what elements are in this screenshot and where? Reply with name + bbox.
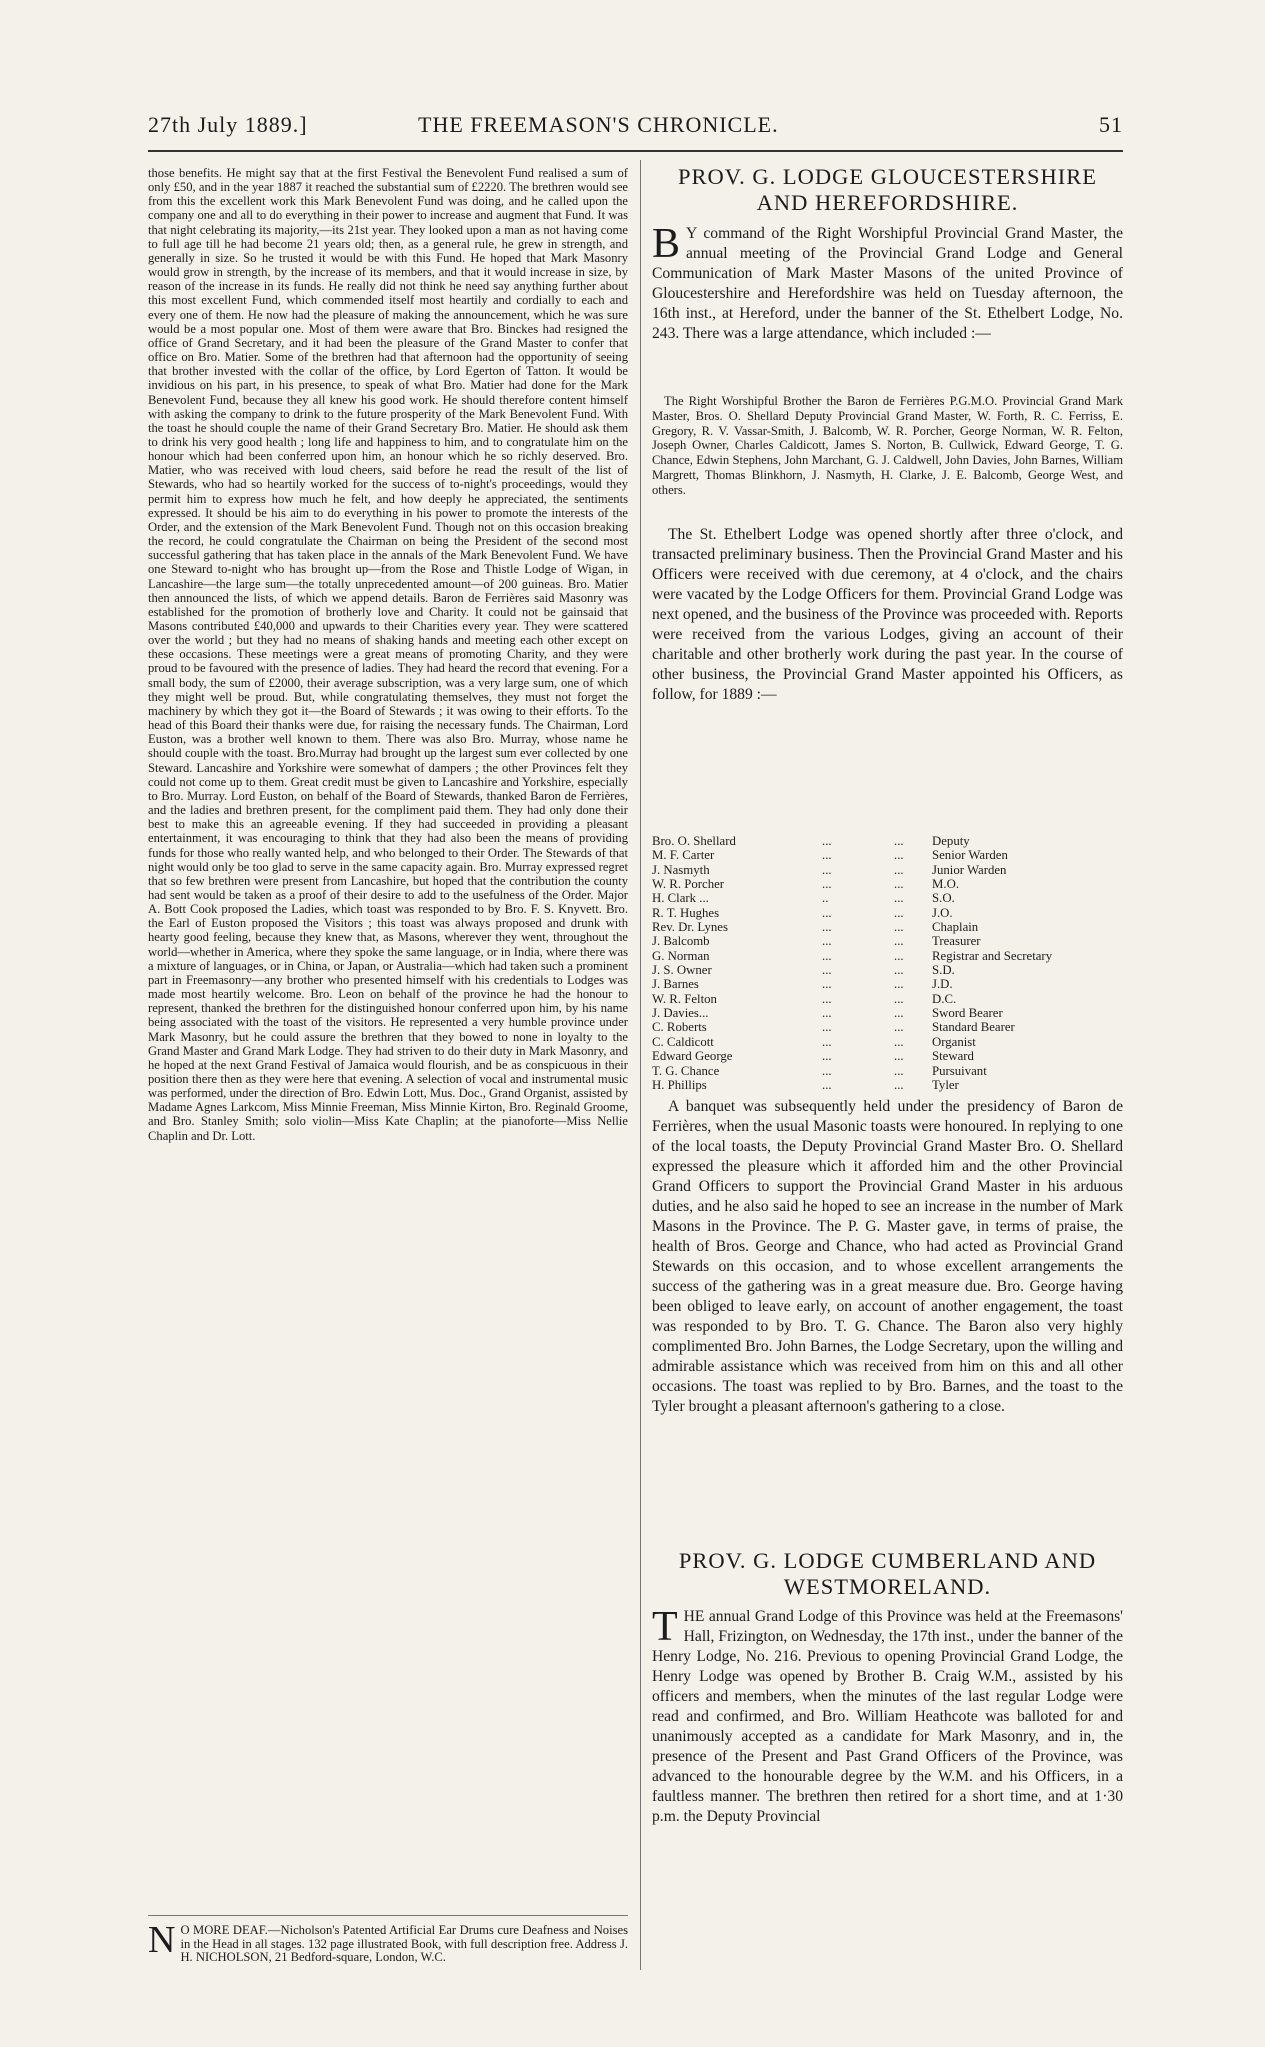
leader-dots: ... (894, 877, 904, 892)
leader-dots: ... (822, 905, 832, 920)
officer-name: M. F. Carter (652, 848, 715, 863)
officer-name: J. S. Owner (652, 963, 712, 978)
officer-name: W. R. Felton (652, 991, 717, 1006)
page-header (148, 112, 1123, 152)
officer-office: Chaplain (932, 920, 979, 935)
officer-row (652, 1006, 1123, 1020)
officer-office: Deputy (932, 834, 970, 848)
officer-name: W. R. Porcher (652, 877, 725, 892)
notice-dropcap: N (148, 1919, 176, 1961)
speech-report: those benefits. He might say that at the first Festival the Benevolent Fund realised a sum of only £50, and in the year 1887 it reached the substantial sum of £2220. The brethren would see from this the excellent work this Mark Benevolent Fund was doing, and he called upon the company one and all to do everything in their power to increase and augment that Fund. It was that night celebrating its majority,—its 21st year. They looked upon a man as not having come to full age till he had become 21 years old; then, as a general rule, he grew in strength, and generally in size. So he trusted it would be with this Fund. He hoped that Mark Masonry would grow in strength, by the increase of its members, and that it would increase in size, by reason of the increase in its funds. He really did not think he need say anything further about this most excellent Fund, which commended itself most heartily and cordially to each and every one of them. He now had the pleasure of making the announcement, which he was sure would be a most popular one. Most of them were aware that Bro. Binckes had resigned the office of Grand Secretary, and it had been the pleasure of the Grand Master to confer that office on Bro. Matier. Some of the brethren had that afternoon had the opportunity of seeing that brother invested with the collar of the office, by Lord Egerton of Tatton. It would be invidious on his part, in his presence, to speak of what Bro. Matier had done for the Mark Benevolent Fund, because they all knew his good work. He should therefore content himself with asking the company to drink to the future prosperity of the Mark Benevolent Fund. With the toast he should couple the name of their Grand Secretary Bro. Matier. He should ask them to drink his very good health ; long life and happiness to him, and to congratulate him on the honour which had been conferred upon him, an honour which he so richly deserved. Bro. Matier, who was received with loud cheers, said before he read the result of the list of Stewards, who had so heartily worked for the success of to-night's proceedings, would they permit him to express how much he felt, and how deeply he appreciated, the sentiments expressed. It should be his aim to do everything in his power to promote the interests of the Order, and the extension of the Mark Benevolent Fund. Though not on this occasion breaking the record, he could congratulate the Chairman on being the President of the second most successful gathering that has taken place in the annals of the Mark Benevolent Fund. We have one Steward to-night who has brought up—from the Rose and Thistle Lodge of Wigan, in Lancashire—the large sum—the totally unprecedented amount—of 200 guineas. Bro. Matier then announced the lists, of which we append details. Baron de Ferrières said Masonry was established for the promotion of brotherly love and Charity. It could not be gainsaid that Masons contributed £40,000 and upwards to their Charities every year. They were scattered over the world ; but they had no means of shaking hands and meeting each other except on these occasions. These meetings were a great means of promoting Charity, and they were proud to be favoured with the presence of ladies. They had heard the record that evening. For a small body, the sum of £2000, their average subscription, was a very large sum, one of which they might well be proud. But, while congratulating themselves, they must not forget the machinery by which they got it—the Board of Stewards ; it was owing to their efforts. To the head of this Board their thanks were due, for raising the necessary funds. The Chairman, Lord Euston, was a brother well known to them. There was also Bro. Murray, whose name he should couple with the toast. Bro.Murray had brought up the largest sum ever collected by one Steward. Lancashire and Yorkshire were somewhat of dampers ; the other Provinces felt they could not come up to them. Great credit must be given to Lancashire and Yorkshire, especially to Bro. Murray. Lord Euston, on behalf of the Board of Stewards, thanked Baron de Ferrières, and the ladies and brethren present, for the compliment paid them. They had only done their best to make this an agreeable evening. If they had succeeded in providing a pleasant entertainment, it was encouraging to think that they had also been the means of providing funds for those who really wanted help, and who belonged to their Order. The Stewards of that night would only be too glad to serve in the same capacity again. Bro. Murray expressed regret that so few brethren were present from Lancashire, but hoped that the contribution the county had sent would be taken as a proof of their desire to add to the usefulness of the Order. Major A. Bott Cook proposed the Ladies, which toast was responded to by Bro. F. S. Knyvett. Bro. the Earl of Euston proposed the Visitors ; this toast was always proposed and drunk with hearty good feeling, because they knew that, as Masons, wherever they went, throughout the world—whether in America, where they spoke the same language, or in India, where there was a mixture of languages, or in China, or Japan, or Australia—which had taken such a prominent part in Freemasonry—any brother who presented himself with his credentials to Lodges was made most heartily welcome. Bro. Leon on behalf of the province he had the honour to represent, thanked the brethren for the distinguished honour conferred upon him, by his name being associated with the toast of the visitors. He represented a very humble province under Mark Masonry, but he could assure the brethren that they bowed to none in loyalty to the Grand Master and Grand Mark Lodge. They had striven to do their duty in Mark Masonry, and he hoped at the next Grand Festival of Jamaica would flourish, and be as conspicuous in their position there then as they were here that evening. A selection of vocal and instrumental music was performed, under the direction of Bro. Edwin Lott, Mus. Doc., Grand Organist, assisted by Madame Agnes Larkcom, Miss Minnie Freeman, Miss Minnie Kirton, Bro. Reginald Groome, and Bro. Stanley Smith; solo violin—Miss Kate Chaplin; at the pianoforte—Miss Nellie Chaplin and Dr. Lott. (148, 166, 628, 1143)
leader-dots: ... (894, 834, 904, 848)
leader-dots: ... (822, 1077, 832, 1092)
officer-office: Registrar and Secretary (932, 948, 1053, 963)
officer-row (652, 920, 1123, 934)
officer-row (652, 834, 1123, 848)
leader-dots: ... (822, 877, 832, 892)
header-rule (148, 150, 1123, 152)
leader-dots: .. (822, 891, 829, 906)
officer-row (652, 1035, 1123, 1049)
leader-dots: ... (822, 934, 832, 949)
officer-office: Standard Bearer (932, 1020, 1015, 1035)
leader-dots: ... (894, 948, 904, 963)
dropcap: B (652, 221, 681, 267)
officer-name: J. Balcomb (652, 934, 710, 949)
officer-row (652, 891, 1123, 905)
officer-office: S.D. (932, 963, 955, 978)
leader-dots: ... (822, 977, 832, 992)
article2-text: HE annual Grand Lodge of this Province was held at the Freemasons' Hall, Frizington, on Wednesday, the 17th inst., under the banner of the Henry Lodge, No. 216. Previous to opening Provincial Grand Lodge, the Henry Lodge was opened by Brother B. Craig W.M., assisted by his officers and members, when the minutes of the last regular Lodge were read and confirmed, and Bro. William Heathcote was balloted for and unanimously accepted as a candidate for Mark Masonry, and in, the presence of the Present and Past Grand Officers of the Province, was advanced to the honourable degree by the W.M. and his Officers, in a faultless manner. The brethren then retired for a short time, and at 1·30 p.m. the Deputy Provincial (652, 1608, 1123, 1825)
proceedings-text: The St. Ethelbert Lodge was opened shortly after three o'clock, and transacted preliminary business. Then the Provincial Grand Master and his Officers were received with due ceremony, at 4 o'clock, and the chairs were vacated by the Lodge Officers for them. Provincial Grand Lodge was next opened, and the business of the Province was proceeded with. Reports were received from the various Lodges, giving an account of their charitable and other brotherly work during the past year. In the course of other business, the Provincial Grand Master appointed his Officers, as follow, for 1889 :— (652, 526, 1123, 703)
officer-row (652, 977, 1123, 991)
article2-body (652, 1604, 1123, 1827)
leader-dots: ... (894, 862, 904, 877)
officer-office: D.C. (932, 991, 957, 1006)
officer-row (652, 949, 1123, 963)
officer-name: T. G. Chance (652, 1063, 720, 1078)
officer-name: H. Clark ... (652, 891, 709, 906)
officer-name: J. Davies... (652, 1006, 709, 1021)
article-cumberland (652, 1548, 1123, 1600)
officer-office: J.O. (932, 905, 953, 920)
publication-title: THE FREEMASON'S CHRONICLE. (418, 112, 779, 137)
leader-dots: ... (894, 934, 904, 949)
leader-dots: ... (822, 1006, 832, 1021)
officer-name: J. Barnes (652, 977, 699, 992)
officer-row (652, 1064, 1123, 1078)
left-column (148, 166, 628, 1143)
leader-dots: ... (894, 977, 904, 992)
officer-office: M.O. (932, 877, 960, 892)
officer-name: R. T. Hughes (652, 905, 720, 920)
officer-name: G. Norman (652, 948, 710, 963)
leader-dots: ... (822, 862, 832, 877)
officer-row (652, 1049, 1123, 1063)
officer-office: Tyler (932, 1077, 959, 1092)
article-heading: PROV. G. LODGE GLOUCESTERSHIRE AND HEREFORDSHIRE. (678, 164, 1097, 215)
article1-para2 (652, 525, 1123, 705)
officer-row (652, 906, 1123, 920)
article1-para3 (652, 1097, 1123, 1417)
article-gloucestershire (652, 164, 1123, 216)
officer-office: Steward (932, 1049, 974, 1064)
leader-dots: ... (894, 920, 904, 935)
leader-dots: ... (894, 1006, 904, 1021)
officer-office: Junior Warden (932, 862, 1007, 877)
notice-text: O MORE DEAF.—Nicholson's Patented Artificial Ear Drums cure Deafness and Noises in the Head in all stages. 132 page illustrated Book, with full description free. Address J. H. NICHOLSON, 21 Bedford-square, London, W.C. (180, 1923, 628, 1965)
officer-office: Organist (932, 1034, 976, 1049)
article-heading: PROV. G. LODGE CUMBERLAND AND WESTMORELAND. (678, 1548, 1097, 1599)
banquet-text: A banquet was subsequently held under the presidency of Baron de Ferrières, when the usual Masonic toasts were honoured. In replying to one of the local toasts, the Deputy Provincial Grand Master Bro. O. Shellard expressed the pleasure which it afforded him and the other Provincial Grand Officers to support the Provincial Grand Master in his arduous duties, and he also said he hoped to see an increase in the number of Mark Masons in the Province. The P. G. Master gave, in terms of praise, the health of Bros. George and Chance, who had acted as Provincial Grand Stewards on this occasion, and to whose excellent arrangements the success of the gathering was in a great measure due. Bro. George having been obliged to leave early, on account of another engagement, the toast was responded to by Bro. T. G. Chance. The Baron also very highly complimented Bro. John Barnes, the Lodge Secretary, upon the willing and admirable assistance which was received from him on this and all other occasions. The toast was replied to by Bro. Barnes, and the toast to the Tyler brought a pleasant afternoon's gathering to a close. (652, 1098, 1123, 1415)
intro-text: Y command of the Right Worshipful Provincial Grand Master, the annual meeting of the Provincial Grand Lodge and General Communication of Mark Master Masons of the united Province of Gloucestershire and Herefordshire was held on Tuesday afternoon, the 16th inst., at Hereford, under the banner of the St. Ethelbert Lodge, No. 243. There was a large attendance, which included :— (652, 225, 1123, 342)
officer-row (652, 963, 1123, 977)
attendees-list (652, 394, 1123, 498)
officer-office: S.O. (932, 891, 955, 906)
leader-dots: ... (894, 905, 904, 920)
issue-date: 27th July 1889.] (148, 112, 308, 137)
officer-name: H. Phillips (652, 1077, 707, 1092)
article1-intro (652, 221, 1123, 344)
leader-dots: ... (894, 1063, 904, 1078)
officer-office: Treasurer (932, 934, 981, 949)
officer-name: Edward George (652, 1049, 733, 1064)
officer-office: Senior Warden (932, 848, 1008, 863)
officer-name: C. Caldicott (652, 1034, 714, 1049)
leader-dots: ... (894, 848, 904, 863)
leader-dots: ... (894, 1077, 904, 1092)
leader-dots: ... (822, 848, 832, 863)
leader-dots: ... (894, 1020, 904, 1035)
leader-dots: ... (894, 1034, 904, 1049)
leader-dots: ... (894, 1049, 904, 1064)
officer-office: Pursuivant (932, 1063, 987, 1078)
leader-dots: ... (822, 1034, 832, 1049)
officer-name: C. Roberts (652, 1020, 707, 1035)
officer-office: J.D. (932, 977, 953, 992)
officer-row (652, 1020, 1123, 1034)
officer-row (652, 934, 1123, 948)
officer-name: J. Nasmyth (652, 862, 710, 877)
officer-name: Rev. Dr. Lynes (652, 920, 728, 935)
officer-row (652, 1078, 1123, 1092)
leader-dots: ... (822, 948, 832, 963)
officer-name: Bro. O. Shellard (652, 834, 736, 848)
attendees-text: The Right Worshipful Brother the Baron de Ferrières P.G.M.O. Provincial Grand Mark Master, Bros. O. Shellard Deputy Provincial Grand Master, W. Forth, R. C. Ferriss, E. Gregory, R. V. Vassar-Smith, J. Balcomb, W. R. Porcher, George Norman, W. R. Felton, Joseph Owner, Charles Caldicott, James S. Norton, B. Cullwick, Edward George, T. G. Chance, Edwin Stephens, John Marchant, G. J. Caldwell, John Davies, John Barnes, William Margrett, Thomas Blinkhorn, J. Nasmyth, H. Clarke, J. E. Balcomb, George West, and others. (652, 394, 1123, 497)
page-number: 51 (1099, 112, 1123, 137)
officer-row (652, 848, 1123, 862)
leader-dots: ... (822, 834, 832, 848)
leader-dots: ... (894, 963, 904, 978)
leader-dots: ... (822, 1063, 832, 1078)
officer-office: Sword Bearer (932, 1006, 1003, 1021)
leader-dots: ... (822, 1049, 832, 1064)
officer-row (652, 992, 1123, 1006)
notice-rule (148, 1915, 628, 1916)
advertisement-notice (148, 1919, 628, 1965)
leader-dots: ... (894, 991, 904, 1006)
leader-dots: ... (822, 991, 832, 1006)
dropcap: T (652, 1604, 678, 1650)
leader-dots: ... (822, 920, 832, 935)
column-divider (640, 160, 641, 1970)
leader-dots: ... (894, 891, 904, 906)
leader-dots: ... (822, 963, 832, 978)
officers-table (652, 834, 1123, 1092)
leader-dots: ... (822, 1020, 832, 1035)
officer-row (652, 863, 1123, 877)
officer-row (652, 877, 1123, 891)
